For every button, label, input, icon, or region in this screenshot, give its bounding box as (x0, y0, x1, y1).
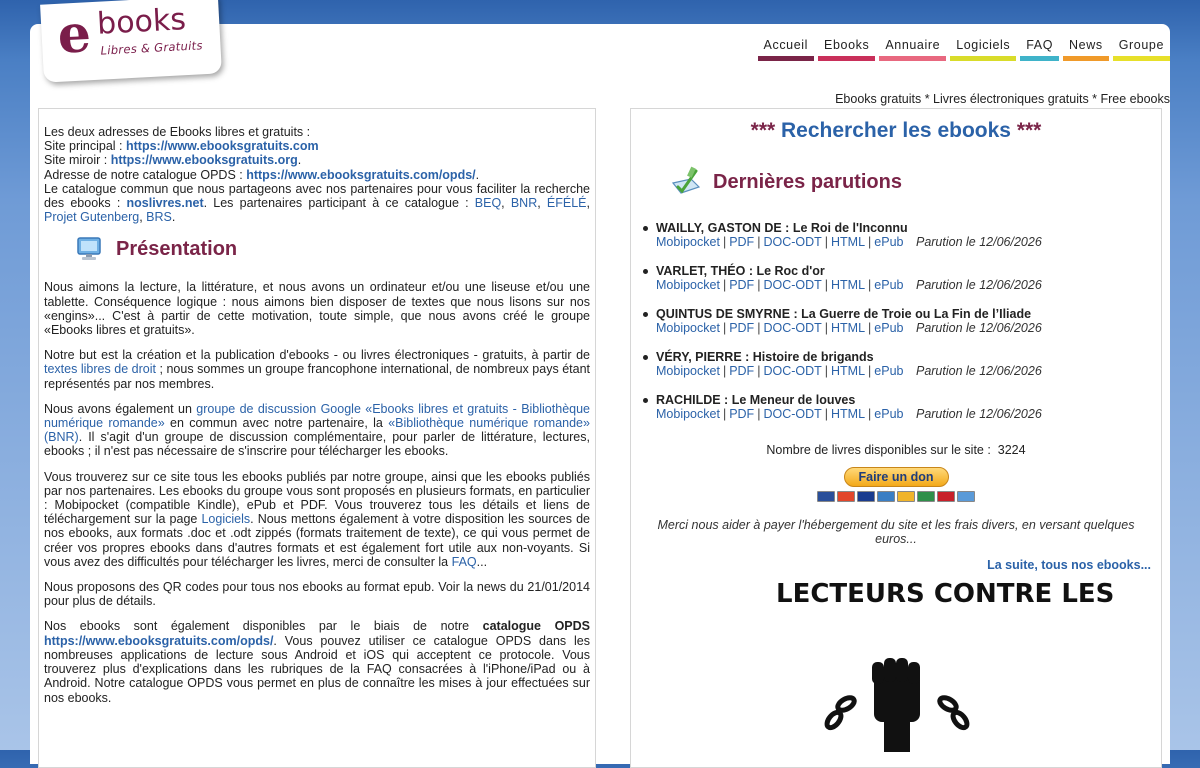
search-label: Rechercher les ebooks (781, 119, 1011, 142)
card-maestro-icon (817, 491, 835, 502)
addresses-block: Les deux adresses de Ebooks libres et gratuits : Site principal : https://www.ebooksgratuits.com Site miroir : https://www.ebooksgratuits.org. Adresse de notre catalogue OPDS : https://www.ebooksgratuits.com/opds/. Le catalogue commun que nous partageons avec nos partenaires pour vous faciliter la recherche des ebooks : noslivres.net. Les partenaires participant à ce catalogue : BEQ, BNR, ÉFÉLÉ, Projet Gutenberg, BRS. (44, 125, 590, 225)
book-title[interactable]: VÉRY, PIERRE : Histoire de brigands (656, 349, 874, 364)
p6-text-b: . Vous pouvez utiliser ce catalogue OPDS dans les nombreuses applications de lecture sous Android et iOS qui acceptent ce protocole. Vous trouverez plus d'explications dans les rubriques de la FAQ consacrées à l'iPhone/iPad ou à Android. Notre catalogue OPDS vous permet en plus de connaître les mises à jour effectuées sur nos ebooks. (44, 633, 590, 705)
card-amex-icon (877, 491, 895, 502)
format-html-link[interactable]: HTML (831, 278, 866, 293)
partners-text: . Les partenaires participant à ce catalogue : (203, 196, 469, 211)
book-title[interactable]: QUINTUS DE SMYRNE : La Guerre de Troie ou La Fin de l’Iliade (656, 306, 1032, 321)
p3-text-a: Nous avons également un (44, 401, 192, 416)
site-logo[interactable] (40, 0, 222, 83)
format-pdf-link[interactable]: PDF (729, 235, 755, 250)
bnr-link[interactable]: «Bibliothèque numérique romande» (BNR) (44, 416, 590, 445)
presentation-para-6 (44, 619, 590, 704)
release-date: Parution le 12/06/2026 (915, 235, 1042, 250)
release-date: Parution le 12/06/2026 (915, 363, 1042, 378)
partner-brs-link[interactable]: BRS (146, 210, 172, 225)
format-mobipocket-link[interactable]: Mobipocket (656, 278, 720, 293)
format-epub-link[interactable]: ePub (874, 235, 904, 250)
presentation-para-2 (44, 348, 590, 391)
partners-end: . (171, 210, 176, 225)
format-epub-link[interactable]: ePub (874, 278, 904, 293)
donate-block (631, 467, 1161, 502)
presentation-header (76, 236, 590, 262)
noslivres-link[interactable]: noslivres.net (126, 196, 204, 211)
latest-books-list (631, 221, 1161, 421)
format-html-link[interactable]: HTML (831, 321, 866, 336)
release-date: Parution le 12/06/2026 (915, 321, 1042, 336)
p4-text-b: . Nous mettons également à votre disposition les sources de nos ebooks, aux formats .doc et .odt zippés (formats traitement de texte), ce qui vous permet de créer vos propres ebooks dans d'autres formats et est également fort utile aux non-voyants. Si vous avez des difficultés pour télécharger les livres, merci de consulter la (44, 512, 590, 569)
payment-cards (631, 491, 1161, 502)
format-doc-odt-link[interactable]: DOC-ODT (763, 406, 822, 421)
site-tagline: Ebooks gratuits * Livres électroniques gratuits * Free ebooks (835, 92, 1170, 106)
book-title[interactable]: VARLET, THÉO : Le Roc d'or (656, 263, 825, 278)
nav-accueil[interactable]: Accueil (758, 38, 815, 61)
opds-link-2[interactable]: https://www.ebooksgratuits.com/opds/ (44, 633, 274, 648)
nav-ebooks[interactable]: Ebooks (818, 38, 875, 61)
logiciels-link[interactable]: Logiciels (201, 512, 251, 527)
list-item: QUINTUS DE SMYRNE : La Guerre de Troie ou La Fin de l’Iliade Mobipocket | PDF | DOC-ODT | HTML | ePub Parution le 12/06/2026 (641, 307, 1161, 335)
book-count (631, 443, 1161, 457)
donate-thanks: Merci nous aider à payer l'hébergement du site et les frais divers, en versant quelques euros... (657, 518, 1135, 547)
release-date: Parution le 12/06/2026 (915, 406, 1042, 421)
format-mobipocket-link[interactable]: Mobipocket (656, 406, 720, 421)
mirror-site-link[interactable]: https://www.ebooksgratuits.org (110, 153, 298, 168)
format-mobipocket-link[interactable]: Mobipocket (656, 363, 720, 378)
format-epub-link[interactable]: ePub (874, 363, 904, 378)
logo-word: books (96, 2, 187, 42)
card-discover-icon (897, 491, 915, 502)
logo-mark: e (56, 3, 93, 66)
format-epub-link[interactable]: ePub (874, 406, 904, 421)
main-site-label: Site principal : (44, 139, 123, 154)
p3-text-c: . Il s'agit d'un groupe de discussion complémentaire, pour parler de littérature, lectures, ebooks ; il n'est pas nécessaire de s'inscrire pour télécharger les ebooks. (44, 430, 590, 459)
opds-link[interactable]: https://www.ebooksgratuits.com/opds/ (246, 167, 476, 182)
opds-label: Adresse de notre catalogue OPDS : (44, 167, 243, 182)
catalogue-text: Le catalogue commun que nous partageons avec nos partenaires pour vous faciliter la recherche des ebooks : (44, 181, 590, 211)
opds-end: . (475, 167, 480, 182)
p6-bold: catalogue OPDS (482, 619, 590, 634)
search-ebooks-link[interactable] (631, 119, 1161, 143)
fist-icon (776, 579, 1115, 752)
format-pdf-link[interactable]: PDF (729, 321, 755, 336)
p2-text-a: Notre but est la création et la publication d'ebooks - ou livres électroniques - gratuits, à partir de (44, 348, 590, 363)
card-bank-icon (917, 491, 935, 502)
format-html-link[interactable]: HTML (831, 363, 866, 378)
format-doc-odt-link[interactable]: DOC-ODT (763, 363, 822, 378)
card-mastercard-icon (837, 491, 855, 502)
format-doc-odt-link[interactable]: DOC-ODT (763, 321, 822, 336)
addresses-intro: Les deux adresses de Ebooks libres et gratuits : (44, 125, 311, 139)
nav-logiciels[interactable]: Logiciels (950, 38, 1016, 61)
nav-news[interactable]: News (1063, 38, 1109, 61)
format-pdf-link[interactable]: PDF (729, 363, 755, 378)
main-site-link[interactable]: https://www.ebooksgratuits.com (126, 139, 319, 154)
google-group-link[interactable]: groupe de discussion Google «Ebooks libres et gratuits - Bibliothèque numérique romande» (44, 401, 590, 431)
stars-left: *** (750, 119, 776, 142)
nav-faq[interactable]: FAQ (1020, 38, 1059, 61)
stars-right: *** (1016, 119, 1042, 142)
mirror-end: . (297, 153, 302, 168)
book-count-label: Nombre de livres disponibles sur le site : (766, 443, 991, 458)
mirror-site-label: Site miroir : (44, 153, 108, 168)
logo-subtitle: Libres & Gratuits (100, 38, 204, 58)
book-title[interactable]: WAILLY, GASTON DE : Le Roi de l'Inconnu (656, 221, 908, 235)
format-doc-odt-link[interactable]: DOC-ODT (763, 235, 822, 250)
format-html-link[interactable]: HTML (831, 406, 866, 421)
card-paypal-icon (957, 491, 975, 502)
book-title[interactable]: RACHILDE : Le Meneur de louves (656, 392, 856, 407)
list-item: WAILLY, GASTON DE : Le Roi de l'Inconnu Mobipocket | PDF | DOC-ODT | HTML | ePub Parution le 12/06/2026 (641, 221, 1161, 249)
card-visa-icon (857, 491, 875, 502)
presentation-para-5: Nous proposons des QR codes pour tous nos ebooks au format epub. Voir la news du 21/01/2014 pour plus de détails. (44, 580, 590, 609)
p3-text-b: en commun avec notre partenaire, la (170, 416, 383, 431)
p6-text-a: Nos ebooks sont également disponibles par le biais de notre (44, 619, 470, 634)
nav-annuaire[interactable]: Annuaire (879, 38, 946, 61)
left-column (38, 108, 596, 768)
format-pdf-link[interactable]: PDF (729, 406, 755, 421)
partner-gutenberg-link[interactable]: Projet Gutenberg (44, 210, 140, 225)
partner-efele-link[interactable]: ÉFÉLÉ (546, 196, 587, 211)
format-pdf-link[interactable]: PDF (729, 278, 755, 293)
p4-text-a: Vous trouverez sur ce site tous les ebooks publiés par notre groupe, ainsi que les ebooks publiés par nos partenaires. Les ebooks du groupe vous sont proposés en plusieurs formats, en particulier : Mobipocket (compatible Kindle), ePub et PDF. Vous trouverez tous les détails et liens de téléchargement sur la page (44, 469, 590, 527)
format-mobipocket-link[interactable]: Mobipocket (656, 235, 720, 250)
presentation-para-4 (44, 470, 590, 569)
presentation-title: Présentation (116, 237, 238, 260)
computer-icon (76, 236, 102, 262)
all-ebooks-link[interactable] (631, 558, 1151, 572)
format-html-link[interactable]: HTML (831, 235, 866, 250)
main-nav (758, 38, 1170, 61)
partner-beq-link[interactable]: BEQ (474, 196, 502, 211)
right-column (630, 108, 1162, 768)
checklist-icon (669, 165, 703, 199)
p4-text-c: ... (476, 554, 488, 569)
release-date: Parution le 12/06/2026 (915, 278, 1042, 293)
latest-header (669, 165, 1161, 199)
format-mobipocket-link[interactable]: Mobipocket (656, 321, 720, 336)
list-item: RACHILDE : Le Meneur de louves Mobipocket | PDF | DOC-ODT | HTML | ePub Parution le 12/06/2026 (641, 393, 1161, 421)
latest-title: Dernières parutions (713, 170, 902, 193)
p2-text-b: ; nous sommes un groupe francophone international, de nombreux pays étant représentés par nos membres. (44, 362, 591, 391)
format-doc-odt-link[interactable]: DOC-ODT (763, 278, 822, 293)
book-count-value: 3224 (997, 443, 1026, 458)
textes-libres-link[interactable]: textes libres de droit (44, 362, 156, 377)
badge-text: LECTEURS CONTRE LES (776, 579, 1115, 610)
all-ebooks-label: La suite, tous nos ebooks... (987, 558, 1151, 573)
nav-groupe[interactable]: Groupe (1113, 38, 1170, 61)
partner-bnr-link[interactable]: BNR (510, 196, 538, 211)
presentation-para-3 (44, 402, 590, 459)
card-cb-icon (937, 491, 955, 502)
list-item: VARLET, THÉO : Le Roc d'or Mobipocket | PDF | DOC-ODT | HTML | ePub Parution le 12/06/2026 (641, 264, 1161, 292)
faq-link[interactable]: FAQ (451, 554, 477, 569)
donate-button[interactable]: Faire un don (844, 467, 949, 487)
list-item: VÉRY, PIERRE : Histoire de brigands Mobipocket | PDF | DOC-ODT | HTML | ePub Parution le 12/06/2026 (641, 350, 1161, 378)
presentation-para-1: Nous aimons la lecture, la littérature, et nous avons un ordinateur et/ou une liseuse et/ou une tablette. Conséquence logique : nous aimons bien disposer de textes que nous lisons sur nos «engins»... C'est à partir de cette motivation, toute simple, que nous avons créé le groupe «Ebooks libres et gratuits». (44, 280, 590, 338)
readers-badge[interactable] (776, 579, 1115, 752)
format-epub-link[interactable]: ePub (874, 321, 904, 336)
